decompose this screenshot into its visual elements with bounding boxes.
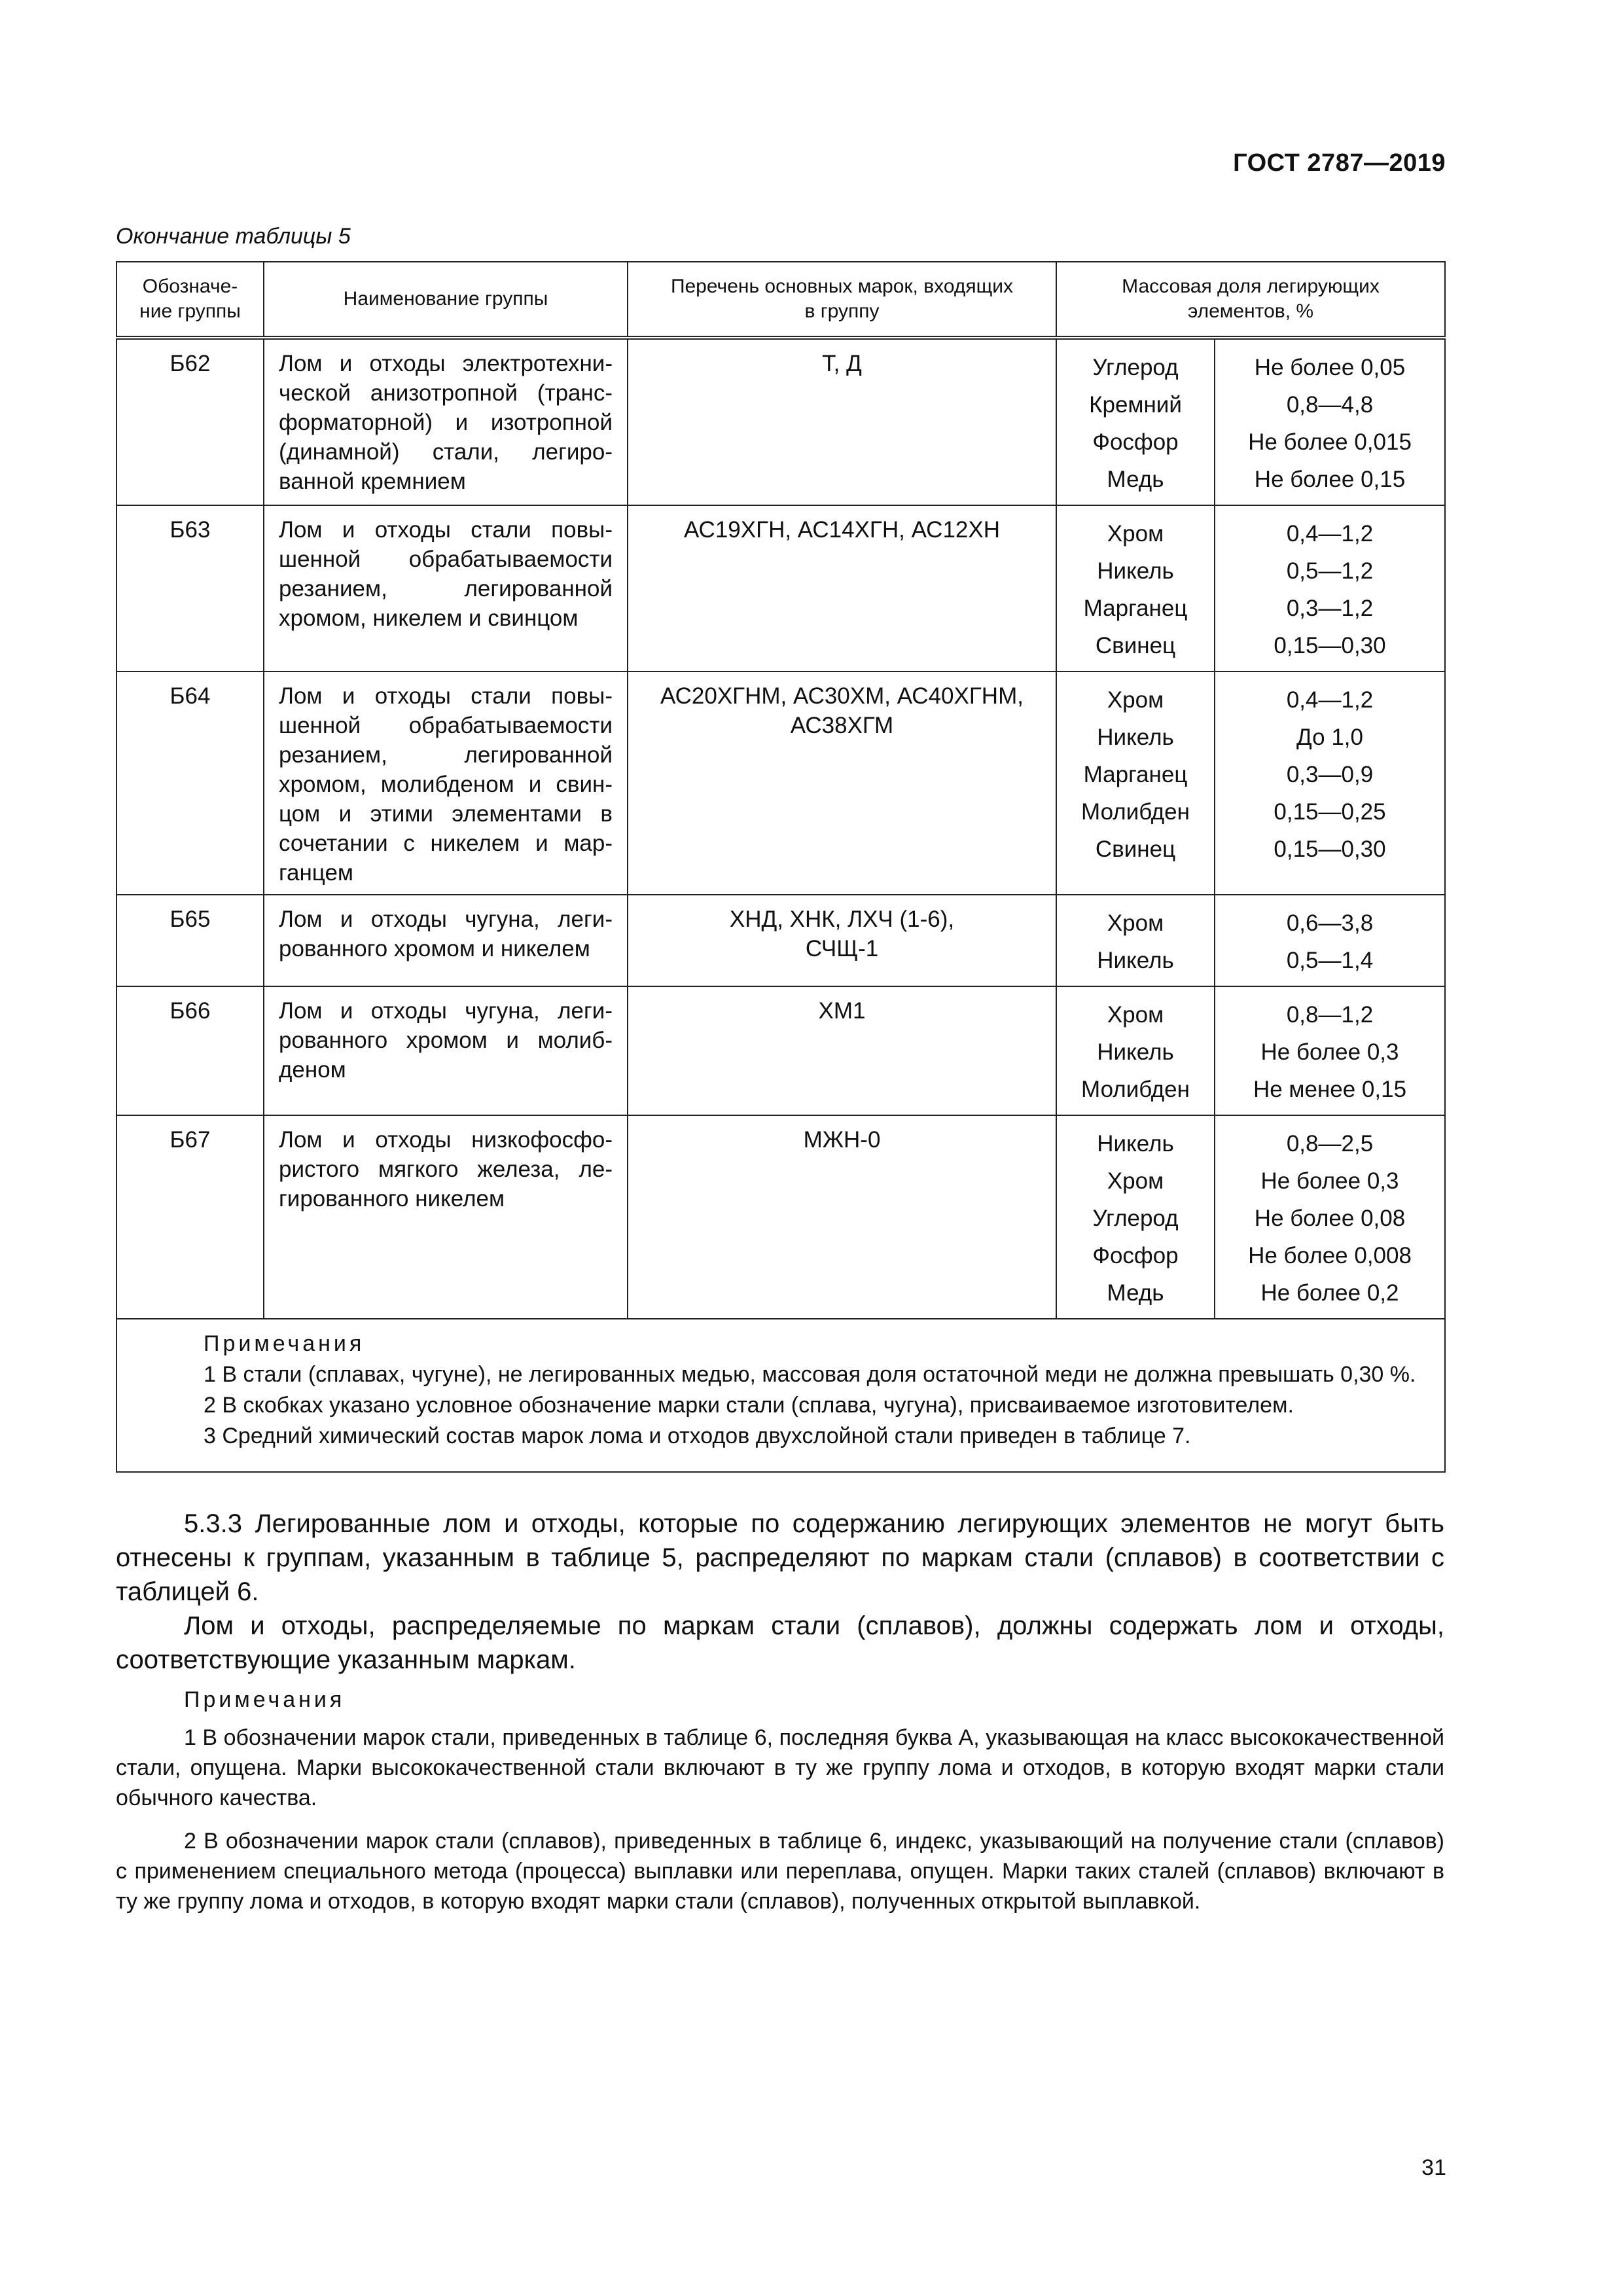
group-name-line: Лом и отходы чугуна, леги- [279, 906, 613, 932]
group-name-line: ганцем [279, 860, 353, 886]
group-code: Б67 [116, 1115, 264, 1319]
alloy-value: 0,15—0,25 [1274, 799, 1386, 825]
group-name-line: ческой анизотропной (транс- [279, 380, 613, 406]
alloy-value: 0,8—2,5 [1286, 1131, 1374, 1157]
header-fraction-line: элементов, % [1187, 300, 1314, 322]
table-row [116, 986, 1445, 1115]
group-name-line: рованного хромом и молиб- [279, 1028, 613, 1053]
alloy-value: Не более 0,3 [1260, 1168, 1399, 1194]
group-brands [628, 1115, 1056, 1319]
brand-line: ХМ1 [818, 998, 866, 1024]
alloy-value: 0,5—1,4 [1286, 948, 1374, 973]
alloy-element: Никель [1097, 1131, 1174, 1157]
alloy-elements [1056, 986, 1215, 1115]
notes-title: Примечания [184, 1687, 346, 1712]
alloy-values [1215, 1115, 1445, 1319]
group-name-line: (динамной) стали, легиро- [279, 439, 613, 465]
alloy-value: Не более 0,08 [1254, 1206, 1406, 1231]
alloy-value: 0,3—1,2 [1286, 596, 1374, 621]
alloy-element: Марганец [1083, 762, 1188, 787]
table-header-row [116, 262, 1445, 338]
alloy-element: Кремний [1089, 392, 1182, 418]
alloy-value: Не более 0,015 [1248, 429, 1412, 455]
header-code-line: Обозначе- [142, 276, 238, 297]
notes-row [116, 1319, 1445, 1472]
brand-line: МЖН-0 [803, 1127, 881, 1153]
alloy-value: 0,4—1,2 [1286, 521, 1374, 547]
alloy-element: Молибден [1081, 799, 1190, 825]
brand-line: АС38ХГМ [790, 713, 894, 738]
alloy-value: 0,8—1,2 [1286, 1002, 1374, 1028]
table-row [116, 1115, 1445, 1319]
alloy-value: Не более 0,2 [1260, 1280, 1399, 1306]
group-name-line: цом и этими элементами в [279, 801, 613, 827]
group-name-line: хромом, никелем и свинцом [279, 605, 579, 631]
group-name-line: сочетании с никелем и мар- [279, 831, 613, 856]
group-name-line: резанием, легированной [279, 742, 613, 768]
alloy-elements [1056, 1115, 1215, 1319]
brand-line: Т, Д [822, 351, 862, 376]
alloy-value: Не более 0,3 [1260, 1039, 1399, 1065]
group-code: Б64 [116, 672, 264, 895]
header-code [116, 262, 264, 338]
table-notes-title: Примечания [204, 1331, 365, 1356]
alloy-element: Свинец [1095, 836, 1176, 862]
group-name [264, 1115, 628, 1319]
group-brands [628, 895, 1056, 986]
alloy-element: Фосфор [1092, 1243, 1179, 1268]
header-name: Наименование группы [264, 262, 628, 338]
alloy-value: 0,6—3,8 [1286, 910, 1374, 936]
alloy-elements [1056, 895, 1215, 986]
alloy-elements [1056, 505, 1215, 672]
group-name [264, 895, 628, 986]
alloy-value: 0,3—0,9 [1286, 762, 1374, 787]
alloy-element: Углерод [1092, 355, 1179, 380]
header-brands-line: в группу [804, 300, 880, 322]
note-2: 2 В обозначении марок стали (сплавов), приведенных в таблице 6, индекс, указывающий на получение стали (сплавов) с применением специального метода (процесса) выплавки или переплава, опущен. Марки таких сталей (сплавов) включают в ту же группу лома и отходов, в которую входят марки стали (сплавов), полученных открытой выплавкой. [116, 1829, 1444, 1914]
alloy-values [1215, 986, 1445, 1115]
group-name-line: форматорной) и изотропной [279, 410, 613, 435]
note-1: 1 В обозначении марок стали, приведенных в таблице 6, последняя буква А, указывающая на класс высококачественной стали, опущена. Марки высококачественной стали включают в ту же группу лома и отходов, в которую входят марки стали обычного качества. [116, 1725, 1444, 1810]
group-name-line: Лом и отходы электротехни- [279, 351, 613, 376]
alloy-values [1215, 505, 1445, 672]
table-row [116, 895, 1445, 986]
group-name-line: ванной кремнием [279, 469, 466, 494]
alloy-element: Хром [1107, 910, 1164, 936]
alloy-element: Никель [1097, 1039, 1174, 1065]
alloy-element: Молибден [1081, 1077, 1190, 1102]
header-brands-line: Перечень основных марок, входящих [670, 276, 1014, 297]
document-id: ГОСТ 2787—2019 [1233, 149, 1446, 177]
header-fraction [1056, 262, 1445, 338]
group-name-line: шенной обрабатываемости [279, 713, 613, 738]
group-code: Б63 [116, 505, 264, 672]
page-number: 31 [1421, 2155, 1446, 2180]
alloy-element: Хром [1107, 1002, 1164, 1028]
alloy-values [1215, 672, 1445, 895]
alloy-value: 0,15—0,30 [1274, 836, 1386, 862]
alloy-element: Свинец [1095, 633, 1176, 658]
group-brands [628, 505, 1056, 672]
group-name-line: Лом и отходы стали повы- [279, 683, 613, 709]
table-row [116, 338, 1445, 505]
group-name-line: Лом и отходы чугуна, леги- [279, 998, 613, 1024]
header-code-line: ние группы [139, 300, 241, 322]
alloy-element: Марганец [1083, 596, 1188, 621]
alloy-element: Никель [1097, 948, 1174, 973]
group-name-line: деном [279, 1057, 346, 1083]
table-row [116, 505, 1445, 672]
group-name [264, 505, 628, 672]
group-name-line: хромом, молибденом и свин- [279, 772, 613, 797]
brand-line: СЧЩ-1 [805, 936, 879, 961]
group-code: Б66 [116, 986, 264, 1115]
brand-line: АС20ХГНМ, АС30ХМ, АС40ХГНМ, [660, 683, 1024, 709]
alloy-element: Медь [1107, 1280, 1164, 1306]
alloy-element: Никель [1097, 558, 1174, 584]
alloy-value: 0,8—4,8 [1286, 392, 1374, 418]
group-name-line: Лом и отходы низкофосфо- [279, 1127, 613, 1153]
alloy-value: Не менее 0,15 [1253, 1077, 1407, 1102]
group-brands [628, 672, 1056, 895]
alloy-values [1215, 338, 1445, 505]
group-brands [628, 986, 1056, 1115]
group-name [264, 338, 628, 505]
group-name [264, 986, 628, 1115]
group-brands [628, 338, 1056, 505]
header-brands [628, 262, 1056, 338]
table-note: 3 Средний химический состав марок лома и отходов двухслойной стали приведен в таблице 7. [204, 1424, 1191, 1448]
table-caption: Окончание таблицы 5 [116, 224, 351, 249]
group-name [264, 672, 628, 895]
table-note: 2 В скобках указано условное обозначение марки стали (сплава, чугуна), присваиваемое изготовителем. [204, 1393, 1294, 1418]
alloy-value: До 1,0 [1296, 725, 1363, 750]
brand-line: АС19ХГН, АС14ХГН, АС12ХН [683, 517, 1000, 543]
group-name-line: ристого мягкого железа, ле- [279, 1157, 613, 1182]
alloy-value: Не более 0,15 [1254, 467, 1406, 492]
alloy-element: Медь [1107, 467, 1164, 492]
alloy-element: Хром [1107, 1168, 1164, 1194]
header-fraction-line: Массовая доля легирующих [1122, 276, 1380, 297]
paragraph-5-3-3: 5.3.3 Легированные лом и отходы, которые по содержанию легирующих элементов не могут быть отнесены к группам, указанным в таблице 5, распределяют по маркам стали (сплавов) в соответствии с таблицей 6. [116, 1509, 1444, 1606]
group-name-line: гированного никелем [279, 1186, 505, 1211]
group-code: Б62 [116, 338, 264, 505]
group-name-line: Лом и отходы стали повы- [279, 517, 613, 543]
alloy-elements [1056, 338, 1215, 505]
brand-line: ХНД, ХНК, ЛХЧ (1-6), [729, 906, 955, 932]
alloy-element: Фосфор [1092, 429, 1179, 455]
alloy-element: Хром [1107, 687, 1164, 713]
group-name-line: резанием, легированной [279, 576, 613, 601]
group-code: Б65 [116, 895, 264, 986]
steel-groups-table [116, 261, 1446, 1473]
alloy-element: Углерод [1092, 1206, 1179, 1231]
alloy-value: Не более 0,008 [1248, 1243, 1412, 1268]
table-notes [116, 1319, 1445, 1472]
alloy-value: 0,5—1,2 [1286, 558, 1374, 584]
alloy-element: Никель [1097, 725, 1174, 750]
table-note: 1 В стали (сплавах, чугуне), не легированных медью, массовая доля остаточной меди не должна превышать 0,30 %. [204, 1362, 1416, 1387]
alloy-value: 0,15—0,30 [1274, 633, 1386, 658]
paragraph-marks: Лом и отходы, распределяемые по маркам стали (сплавов), должны содержать лом и отходы, соответствующие указанным маркам. [116, 1611, 1444, 1674]
alloy-value: Не более 0,05 [1254, 355, 1406, 380]
alloy-values [1215, 895, 1445, 986]
group-name-line: рованного хромом и никелем [279, 936, 590, 961]
alloy-value: 0,4—1,2 [1286, 687, 1374, 713]
alloy-elements [1056, 672, 1215, 895]
group-name-line: шенной обрабатываемости [279, 547, 613, 572]
table-row [116, 672, 1445, 895]
alloy-element: Хром [1107, 521, 1164, 547]
